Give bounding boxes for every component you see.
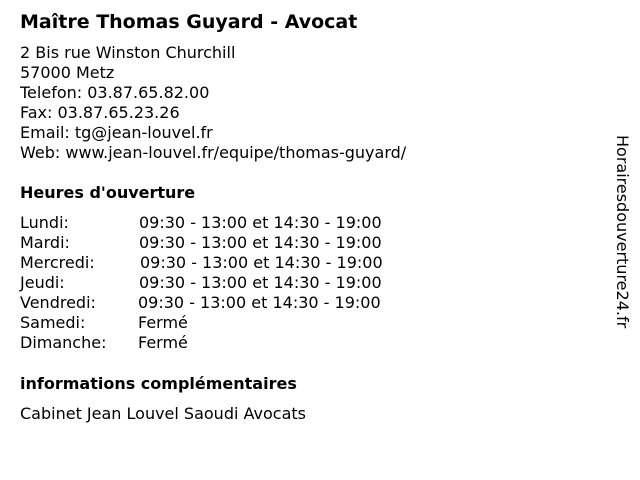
day-label: Samedi: — [20, 313, 86, 332]
additional-info-text: Cabinet Jean Louvel Saoudi Avocats — [20, 404, 306, 423]
address-city: 57000 Metz — [20, 63, 115, 82]
additional-info-heading: informations complémentaires — [20, 374, 297, 393]
day-label: Dimanche: — [20, 333, 107, 352]
contact-block — [20, 43, 406, 163]
time-value: Fermé — [138, 313, 188, 332]
phone-number: Telefon: 03.87.65.82.00 — [20, 83, 210, 102]
opening-hours-heading: Heures d'ouverture — [20, 183, 196, 202]
site-watermark: Horairesdouverture24.fr — [613, 135, 632, 329]
day-label: Mardi: — [20, 233, 70, 252]
day-label: Lundi: — [20, 213, 69, 232]
time-value: 09:30 - 13:00 et 14:30 - 19:00 — [138, 293, 381, 312]
time-value: 09:30 - 13:00 et 14:30 - 19:00 — [139, 273, 382, 292]
website-address: Web: www.jean-louvel.fr/equipe/thomas-guyard/ — [20, 143, 407, 162]
time-value: 09:30 - 13:00 et 14:30 - 19:00 — [139, 213, 382, 232]
fax-number: Fax: 03.87.65.23.26 — [20, 103, 180, 122]
time-value: Fermé — [138, 333, 188, 352]
day-label: Vendredi: — [20, 293, 96, 312]
email-address: Email: tg@jean-louvel.fr — [20, 123, 213, 142]
time-value: 09:30 - 13:00 et 14:30 - 19:00 — [140, 253, 383, 272]
time-value: 09:30 - 13:00 et 14:30 - 19:00 — [139, 233, 382, 252]
address-street: 2 Bis rue Winston Churchill — [20, 43, 236, 62]
day-label: Jeudi: — [20, 273, 65, 292]
page-title: Maître Thomas Guyard - Avocat — [20, 11, 358, 33]
day-label: Mercredi: — [20, 253, 95, 272]
